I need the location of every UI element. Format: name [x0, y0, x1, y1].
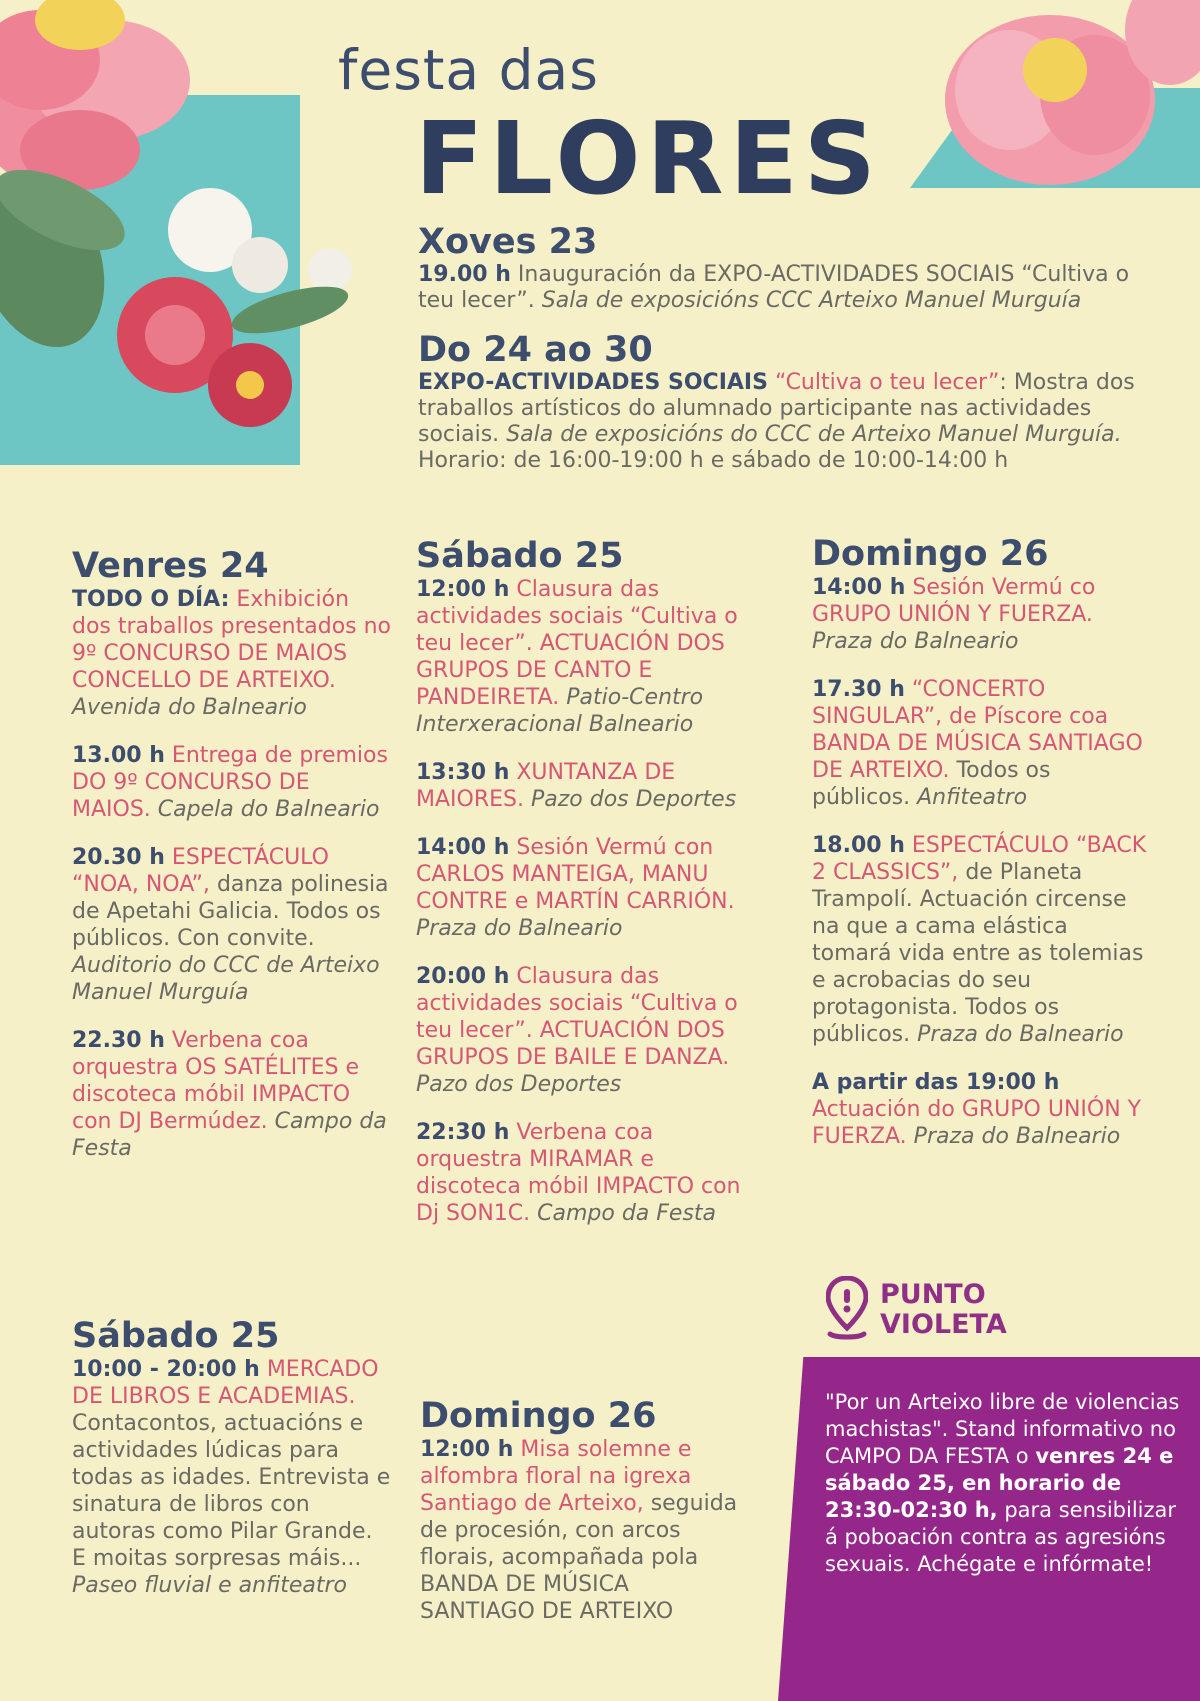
event-text: Contacontos, actuacións e actividades lúdicas para todas as idades. Entrevista e sinatura de libros con autoras como Pilar Grande. E moitas sorpresas máis...	[72, 1411, 391, 1571]
event-place: Campo da Festa	[72, 1109, 387, 1161]
event-item	[416, 963, 751, 1098]
event-time: 12:00 h	[420, 1437, 514, 1462]
day-heading-sabado-25: Sábado 25	[72, 1316, 280, 1356]
violeta-dates: venres 24 e sábado 25, en horario de 23:30-02:30 h,	[825, 1444, 1174, 1522]
day-heading-sabado-25: Sábado 25	[416, 536, 624, 576]
event-time: TODO O DÍA:	[72, 587, 230, 612]
column-sabado-25-left	[72, 1316, 392, 1620]
event-place: Sala de exposicións CCC Arteixo Manuel Murguía	[541, 288, 1082, 313]
event-place: Avenida do Balneario	[72, 695, 307, 720]
title-line-2: FLORES	[415, 100, 882, 217]
location-pin-icon	[826, 1276, 868, 1342]
punto-violeta-line-1: PUNTO	[880, 1279, 986, 1310]
event-text: : Mostra dos traballos artísticos do alumnado participante nas actividades sociais.	[418, 370, 1135, 447]
event-text: Todos os públicos.	[812, 758, 1051, 810]
event-item	[812, 676, 1152, 811]
event-place: Sala de exposicións do CCC de Arteixo Manuel Murguía.	[506, 422, 1122, 447]
event-place: Paseo fluvial e anfiteatro	[72, 1573, 348, 1598]
event-time: 13.00 h	[72, 743, 165, 768]
event-place: Capela do Balneario	[157, 797, 380, 822]
event-text: de Planeta Trampolí. Actuación circense na que a cama elástica tomará vida entre as tolemias e acrobacias do seu protagonista. Todos os públicos.	[812, 860, 1144, 1047]
day-heading-domingo-26: Domingo 26	[420, 1396, 657, 1436]
event-item	[72, 1027, 392, 1162]
event-title: Misa solemne e alfombra floral na igrexa Santiago de Arteixo,	[420, 1437, 692, 1516]
event-text: Inauguración da EXPO-ACTIVIDADES SOCIAIS “Cultiva o teu lecer”.	[418, 262, 1130, 313]
event-place: Praza do Balneario	[917, 1022, 1124, 1047]
violeta-text-1: Stand informativo no CAMPO DA FESTA o	[825, 1417, 1176, 1468]
event-title: Clausura das actividades sociais “Cultiva o teu lecer”. ACTUACIÓN DOS GRUPOS DE CANTO E PANDEIRETA.	[416, 577, 738, 710]
punto-violeta-text	[825, 1389, 1180, 1578]
event-item	[416, 576, 751, 738]
event-title: XUNTANZA DE MAIORES.	[416, 760, 676, 812]
event-subtitle: “Cultiva o teu lecer”	[774, 370, 1000, 395]
event-item	[812, 832, 1152, 1048]
event-place: Anfiteatro	[917, 785, 1028, 810]
event-text: danza polinesia de Apetahi Galicia. Todos os públicos. Con convite.	[72, 872, 389, 951]
event-item	[72, 742, 392, 823]
event-time: 14:00 h	[812, 575, 906, 600]
event-place: Pazo dos Deportes	[530, 787, 737, 812]
event-item	[420, 1436, 740, 1625]
event-item	[416, 759, 751, 813]
event-xoves-23	[418, 262, 1153, 314]
day-heading-venres-24: Venres 24	[72, 546, 269, 586]
event-item	[812, 1069, 1152, 1150]
event-time: 18.00 h	[812, 833, 905, 858]
event-text: seguida de procesión, con arcos florais, acompañada pola BANDA DE MÚSICA SANTIAGO DE ARTEIXO	[420, 1491, 738, 1624]
event-do-24-ao-30	[418, 370, 1153, 474]
column-domingo-26-center	[420, 1396, 740, 1646]
event-title: Sesión Vermú con CARLOS MANTEIGA, MANU CONTRE e MARTÍN CARRIÓN.	[416, 835, 735, 914]
violeta-text-2: para sensibilizar á poboación contra as agresións sexuais. Achégate e infórmate!	[825, 1498, 1177, 1576]
column-venres-24	[72, 546, 392, 1183]
event-title: Verbena coa orquestra MIRAMAR e discoteca móbil IMPACTO con Dj SON1C.	[416, 1120, 741, 1226]
punto-violeta-title	[880, 1280, 1007, 1340]
event-time: 13:30 h	[416, 760, 510, 785]
event-time: 19.00 h	[418, 262, 511, 287]
event-time: 22:30 h	[416, 1120, 510, 1145]
event-title: Entrega de premios DO 9º CONCURSO DE MAIOS.	[72, 743, 388, 822]
event-item	[416, 1119, 751, 1227]
white-and-red-roses-illustration	[0, 170, 390, 460]
event-time: 20.30 h	[72, 845, 165, 870]
event-time: 14:00 h	[416, 835, 510, 860]
day-heading-do-24-ao-30: Do 24 ao 30	[418, 330, 653, 370]
event-title: EXPO-ACTIVIDADES SOCIAIS	[418, 370, 768, 395]
event-title: ESPECTÁCULO “NOA, NOA”,	[72, 845, 329, 897]
event-title: Exhibición dos traballos presentados no 9º CONCURSO DE MAIOS CONCELLO DE ARTEIXO.	[72, 587, 392, 693]
event-title: MERCADO DE LIBROS E ACADEMIAS.	[72, 1357, 379, 1409]
event-place: Auditorio do CCC de Arteixo Manuel Murguía	[72, 953, 380, 1005]
event-item	[72, 586, 392, 721]
event-time: 22.30 h	[72, 1028, 165, 1053]
column-domingo-26	[812, 534, 1152, 1171]
event-hours: Horario: de 16:00-19:00 h e sábado de 10:00-14:00 h	[418, 448, 1009, 473]
event-place: Pazo dos Deportes	[416, 1072, 622, 1097]
event-item	[72, 844, 392, 1006]
punto-violeta-line-2: VIOLETA	[880, 1309, 1007, 1340]
event-time: 12:00 h	[416, 577, 510, 602]
event-title: Clausura das actividades sociais “Cultiva o teu lecer”. ACTUACIÓN DOS GRUPOS DE BAILE E DANZA.	[416, 964, 738, 1070]
event-title: Verbena coa orquestra OS SATÉLITES e discoteca móbil IMPACTO con DJ Bermúdez.	[72, 1028, 360, 1134]
day-heading-xoves-23: Xoves 23	[418, 222, 598, 262]
event-time: A partir das 19:00 h	[812, 1070, 1060, 1095]
event-item	[812, 574, 1152, 655]
event-title: ESPECTÁCULO “BACK 2 CLASSICS”,	[812, 833, 1147, 885]
day-heading-domingo-26: Domingo 26	[812, 534, 1049, 574]
violeta-quote: "Por un Arteixo libre de violencias machistas".	[825, 1390, 1180, 1441]
event-item	[72, 1356, 392, 1599]
event-time: 17.30 h	[812, 677, 905, 702]
event-title: Actuación do GRUPO UNIÓN Y FUERZA.	[812, 1097, 1142, 1149]
pink-peony-top-right-illustration	[920, 0, 1200, 210]
event-item	[416, 834, 751, 942]
event-time: 10:00 - 20:00 h	[72, 1357, 260, 1382]
title-line-1: festa das	[338, 38, 599, 102]
event-place: Praza do Balneario	[812, 629, 1019, 654]
event-place: Patio-Centro Interxeracional Balneario	[416, 685, 704, 737]
event-place: Praza do Balneario	[913, 1124, 1121, 1149]
event-time: 20:00 h	[416, 964, 510, 989]
column-sabado-25	[416, 536, 751, 1248]
event-place: Praza do Balneario	[416, 916, 623, 941]
event-title: Sesión Vermú co GRUPO UNIÓN Y FUERZA.	[812, 575, 1096, 627]
event-title: “CONCERTO SINGULAR”, de Píscore coa BANDA DE MÚSICA SANTIAGO DE ARTEIXO.	[812, 677, 1143, 783]
event-place: Campo da Festa	[537, 1201, 717, 1226]
